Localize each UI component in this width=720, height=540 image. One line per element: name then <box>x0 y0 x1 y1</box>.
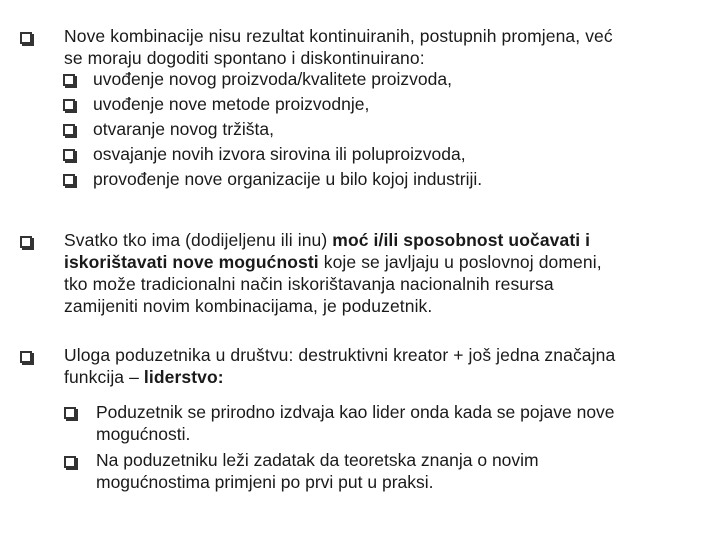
bullet-3-subitem <box>96 449 539 493</box>
bullet-1-subitem: uvođenje novog proizvoda/kvalitete proizvoda, <box>93 69 452 89</box>
bullet-2-text <box>64 229 602 317</box>
bullet-1-text <box>64 25 613 69</box>
bullet-3-text <box>64 344 615 388</box>
bullet-3-line-2-plain: funkcija – <box>64 367 144 387</box>
bullet-3-line-1: Uloga poduzetnika u društvu: destruktivni kreator + još jedna značajna <box>64 345 616 365</box>
bullet-3-line-2-bold: liderstvo: <box>143 367 224 387</box>
bullet-3-subitem-line-1: Poduzetnik se prirodno izdvaja kao lider onda kada se pojave nove <box>96 402 615 422</box>
bullet-1-subitem: uvođenje nove metode proizvodnje, <box>93 94 370 114</box>
bullet-1-line-2: se moraju dogoditi spontano i diskontinuirano: <box>64 48 425 68</box>
bullet-2-line-3: tko može tradicionalni način iskorištavanja nacionalnih resursa <box>64 274 554 294</box>
bullet-1-subitem: otvaranje novog tržišta, <box>93 119 274 139</box>
square-bullet-icon <box>20 32 32 44</box>
bullet-3-subitem-line-2: mogućnosti. <box>96 424 191 444</box>
bullet-1-subitem: osvajanje novih izvora sirovina ili poluproizvoda, <box>93 144 466 164</box>
bullet-3-subitem <box>96 401 615 445</box>
bullet-2-line-2-plain: koje se javljaju u poslovnoj domeni, <box>318 252 602 272</box>
bullet-2-line-1-plain: Svatko tko ima (dodijeljenu ili inu) <box>64 230 333 250</box>
bullet-2-line-2-bold: iskorištavati nove mogućnosti <box>64 252 319 272</box>
bullet-3-subitem-line-1: Na poduzetniku leži zadatak da teoretska znanja o novim <box>96 450 539 470</box>
square-bullet-icon <box>64 456 76 468</box>
bullet-3-line-2 <box>64 366 615 388</box>
bullet-2-line-1-bold: moć i/ili sposobnost uočavati i <box>332 230 591 250</box>
bullet-1-line-1: Nove kombinacije nisu rezultat kontinuiranih, postupnih promjena, već <box>64 26 613 46</box>
square-bullet-icon <box>63 74 75 86</box>
bullet-2-line-2 <box>64 251 602 273</box>
bullet-2-line-1 <box>64 229 602 251</box>
square-bullet-icon <box>63 149 75 161</box>
bullet-3-subitem-line-2: mogućnostima primjeni po prvi put u praksi. <box>96 472 434 492</box>
bullet-1-subitem: provođenje nove organizacije u bilo kojoj industriji. <box>93 169 483 189</box>
square-bullet-icon <box>63 124 75 136</box>
square-bullet-icon <box>20 236 32 248</box>
square-bullet-icon <box>63 99 75 111</box>
square-bullet-icon <box>63 174 75 186</box>
square-bullet-icon <box>20 351 32 363</box>
bullet-2-line-4: zamijeniti novim kombinacijama, je poduzetnik. <box>64 296 433 316</box>
square-bullet-icon <box>64 407 76 419</box>
